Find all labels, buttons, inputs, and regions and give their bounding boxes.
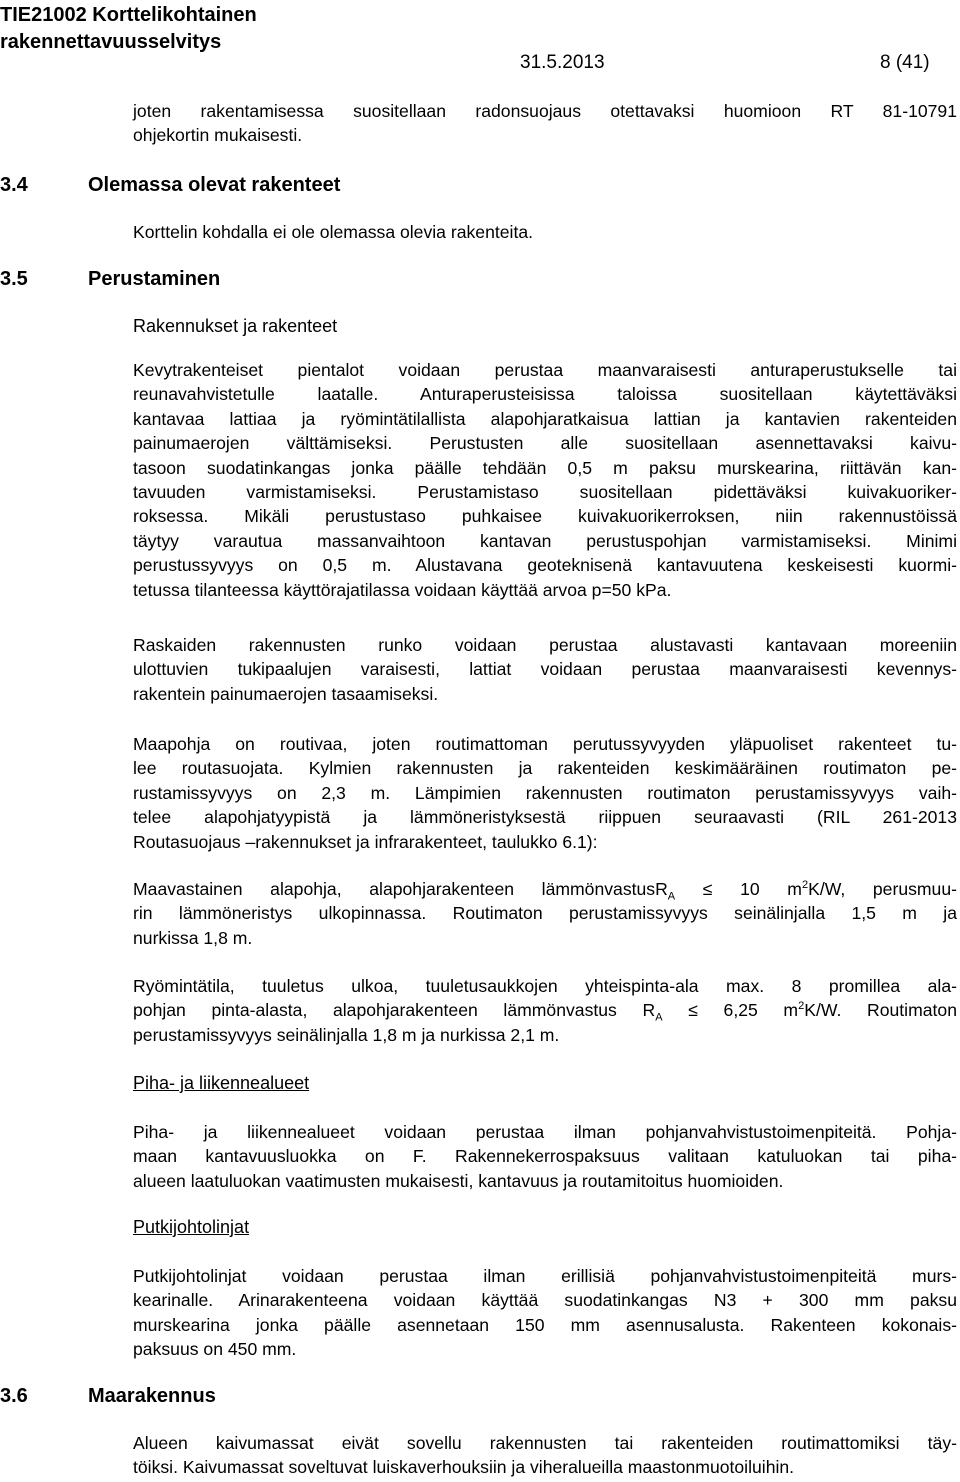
document-date: 31.5.2013 xyxy=(520,52,605,73)
subscript-a: A xyxy=(667,890,676,903)
text-line: telee alapohjatyypistä ja lämmöneristyksestä riippuen seuraavasti (RIL 261-2013 xyxy=(133,807,957,828)
text-line: ohjekortin mukaisesti. xyxy=(133,125,303,146)
text-line: töiksi. Kaivumassat soveltuvat luiskaverhouksiin ja viheralueilla maastonmuotoiluihin. xyxy=(133,1457,795,1478)
text-line: tetussa tilanteessa käyttörajatilassa voidaan käyttää arvoa p=50 kPa. xyxy=(133,579,672,600)
text-line: Putkijohtolinjat voidaan perustaa ilman erillisiä pohjanvahvistustoimenpiteitä murs- xyxy=(133,1266,957,1286)
paragraph-1 xyxy=(133,358,957,602)
inline-text: Maavastainen alapohja, alapohjarakenteen lämmönvastusR xyxy=(133,879,668,899)
less-equal-symbol: ≤ xyxy=(702,879,713,899)
paragraph-3 xyxy=(133,732,957,854)
text-line xyxy=(133,877,957,901)
superscript-2: 2 xyxy=(801,879,809,892)
text-line: tasoon suodatinkangas jonka päälle tehdään 0,5 m paksu murskearina, riittävän kan- xyxy=(133,457,957,478)
section-3-4-paragraph xyxy=(133,220,957,244)
page-number: 8 (41) xyxy=(880,52,930,73)
inline-text: 10 m xyxy=(712,879,802,899)
text-line: paksuus on 450 mm. xyxy=(133,1339,297,1360)
superscript-2: 2 xyxy=(798,1000,805,1013)
section-title-3-6: Maarakennus xyxy=(88,1385,216,1407)
title-line-2: rakennettavuusselvitys xyxy=(0,31,222,53)
text-line: murskearina jonka päälle asennetaan 150 mm asennusalusta. Rakenteen kokonais- xyxy=(133,1314,957,1335)
paragraph-5 xyxy=(133,974,957,1047)
inline-text: 6,25 m xyxy=(697,1000,799,1021)
text-line: Maapohja on routivaa, joten routimattoman perutussyvyyden yläpuoliset rakenteet tu- xyxy=(133,734,957,754)
text-line: rin lämmöneristys ulkopinnassa. Routimaton perustamissyvyys seinälinjalla 1,5 m ja xyxy=(133,903,957,924)
intro-paragraph xyxy=(133,99,957,148)
section-number-3-6: 3.6 xyxy=(0,1385,28,1407)
section-number-3-4: 3.4 xyxy=(0,174,28,196)
paragraph-4 xyxy=(133,877,957,950)
subheading-putkijohtolinjat: Putkijohtolinjat xyxy=(133,1217,250,1237)
text-line: Korttelin kohdalla ei ole olemassa olevia rakenteita. xyxy=(133,222,534,242)
text-line xyxy=(133,998,957,1022)
text-line: kearinalle. Arinarakenteena voidaan käyttää suodatinkangas N3 + 300 mm paksu xyxy=(133,1290,957,1311)
inline-text: pohjan pinta-alasta, alapohjarakenteen lämmönvastus R xyxy=(133,1000,656,1021)
paragraph-2 xyxy=(133,633,957,706)
paragraph-7 xyxy=(133,1264,957,1362)
text-line: painumaerojen välttämiseksi. Perustusten alle suositellaan asennettavaksi kaivu- xyxy=(133,433,957,454)
text-line: Piha- ja liikennealueet voidaan perustaa ilman pohjanvahvistustoimenpiteitä. Pohja- xyxy=(133,1122,957,1142)
inline-text: K/W, perusmuu- xyxy=(808,879,957,899)
section-3-6-paragraph xyxy=(133,1431,957,1480)
title-line-1: TIE21002 Korttelikohtainen xyxy=(0,4,257,26)
subheading-piha: Piha- ja liikennealueet xyxy=(133,1073,310,1093)
text-line: Routasuojaus –rakennukset ja infrarakenteet, taulukko 6.1): xyxy=(133,831,598,852)
subscript-a: A xyxy=(655,1011,663,1024)
text-line: joten rakentamisessa suositellaan radonsuojaus otettavaksi huomioon RT 81-10791 xyxy=(133,101,957,121)
text-line: Raskaiden rakennusten runko voidaan perustaa alustavasti kantavaan moreeniin xyxy=(133,635,957,655)
subheading-rakennukset: Rakennukset ja rakenteet xyxy=(133,316,338,336)
text-line: roksessa. Mikäli perustustaso puhkaisee kuivakuorikerroksen, niin rakennustöissä xyxy=(133,506,957,527)
inline-text: K/W. Routimaton xyxy=(804,1000,957,1021)
paragraph-6 xyxy=(133,1120,957,1193)
text-line: Kevytrakenteiset pientalot voidaan perustaa maanvaraisesti anturaperustukselle tai xyxy=(133,360,957,380)
text-line: kantavaa lattiaa ja ryömintätilallista alapohjaratkaisua lattian ja kantavien rakenteiden xyxy=(133,408,957,429)
text-line: perustamissyvyys seinälinjalla 1,8 m ja nurkissa 2,1 m. xyxy=(133,1024,560,1045)
text-line: rakentein painumaerojen tasaamiseksi. xyxy=(133,683,439,704)
section-title-3-4: Olemassa olevat rakenteet xyxy=(88,174,341,196)
less-equal-symbol: ≤ xyxy=(688,1000,698,1021)
text-line: perustussyvyys on 0,5 m. Alustavana geoteknisenä kantavuutena keskeisesti kuormi- xyxy=(133,555,957,576)
text-line: maan kantavuusluokka on F. Rakennekerrospaksuus valitaan katuluokan tai piha- xyxy=(133,1146,957,1167)
text-line: tavuuden varmistamiseksi. Perustamistaso suositellaan pidettäväksi kuivakuoriker- xyxy=(133,482,957,503)
document-title xyxy=(0,2,460,56)
section-number-3-5: 3.5 xyxy=(0,268,28,290)
text-line: rustamissyvyys on 2,3 m. Lämpimien rakennusten routimaton perustamissyvyys vaih- xyxy=(133,782,957,803)
text-line: ulottuvien tukipaalujen varaisesti, lattiat voidaan perustaa maanvaraisesti kevennys- xyxy=(133,659,957,680)
text-line: täytyy varautua massanvaihtoon kantavan perustuspohjan varmistamiseksi. Minimi xyxy=(133,530,957,551)
text-line: lee routasuojata. Kylmien rakennusten ja rakenteiden keskimääräinen routimaton pe- xyxy=(133,758,957,779)
text-line: alueen laatuluokan vaatimusten mukaisesti, kantavuus ja routamitoitus huomioiden. xyxy=(133,1170,784,1191)
text-line: Alueen kaivumassat eivät sovellu rakennusten tai rakenteiden routimattomiksi täy- xyxy=(133,1433,957,1453)
text-line: nurkissa 1,8 m. xyxy=(133,927,253,948)
section-title-3-5: Perustaminen xyxy=(88,268,221,290)
text-line: Ryömintätila, tuuletus ulkoa, tuuletusaukkojen yhteispinta-ala max. 8 promillea ala- xyxy=(133,976,957,996)
text-line: reunavahvistetulle laatalle. Anturaperusteisissa taloissa suositellaan käytettäväksi xyxy=(133,384,957,405)
